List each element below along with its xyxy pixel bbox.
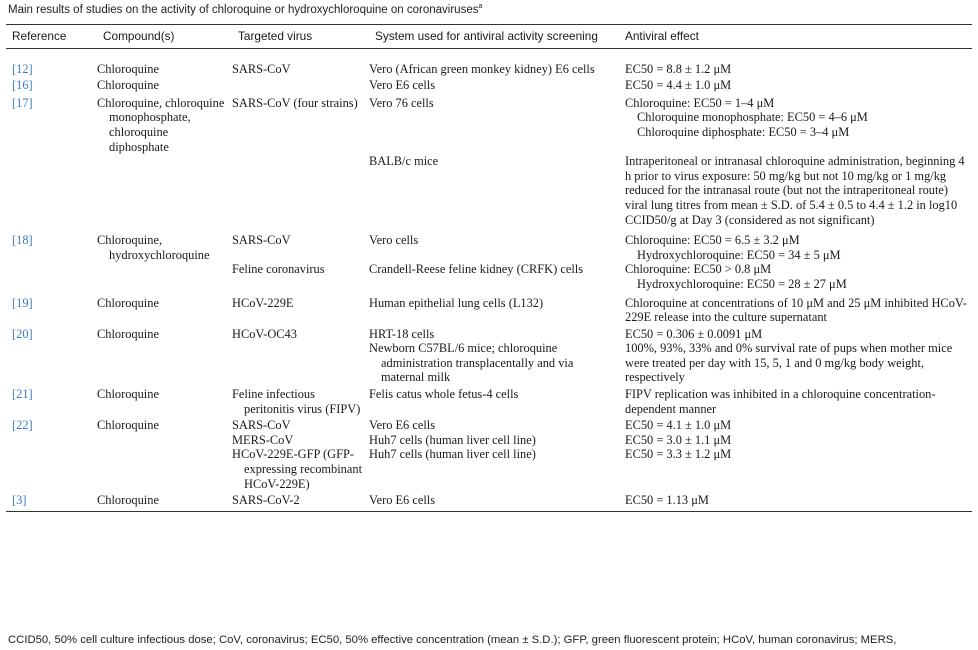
compound-cell: Chloroquine, chloroquine monophosphate, chloroquine diphosphate — [97, 95, 225, 154]
header-system: System used for antiviral activity screening — [369, 25, 619, 49]
effect-line: Chloroquine: EC50 = 1–4 μM — [625, 95, 775, 110]
effect-line: Chloroquine diphosphate: EC50 = 3–4 μM — [637, 124, 850, 139]
table-row — [6, 416, 972, 433]
system-cell: Crandell-Reese feline kidney (CRFK) cells — [369, 262, 584, 277]
ref-cell[interactable]: [19] — [12, 295, 33, 310]
virus-cell: SARS-CoV — [232, 61, 291, 76]
table-row — [6, 154, 972, 227]
virus-cell — [232, 154, 369, 227]
system-cell: Huh7 cells (human liver cell line) — [369, 432, 536, 447]
compound-cell: Chloroquine — [97, 295, 159, 310]
table-row — [6, 292, 972, 325]
ref-cell[interactable]: [18] — [12, 233, 33, 248]
system-cell: HRT-18 cells — [369, 326, 435, 341]
effect-line: EC50 = 1.13 μM — [625, 493, 709, 508]
table-footnote: CCID50, 50% cell culture infectious dose; CoV, coronavirus; EC50, 50% effective concentration (mean ± S.D.); GFP, green fluorescent protein; HCoV, human coronavirus; MERS, — [8, 634, 897, 646]
virus-cell: SARS-CoV — [232, 418, 291, 433]
ref-cell[interactable] — [6, 341, 97, 385]
effect-line: Chloroquine monophosphate: EC50 = 4–6 μM — [637, 110, 868, 125]
effect-line: EC50 = 4.4 ± 1.0 μM — [625, 78, 732, 93]
virus-cell — [232, 341, 369, 385]
effect-cell — [619, 433, 972, 448]
table-row — [6, 433, 972, 448]
effect-cell — [619, 447, 972, 491]
effect-line: EC50 = 3.0 ± 1.1 μM — [625, 432, 732, 447]
compound-cell: Chloroquine, hydroxychloroquine — [97, 233, 210, 262]
virus-cell — [232, 76, 369, 93]
compound-cell — [97, 447, 232, 491]
effect-cell — [619, 227, 972, 262]
virus-cell: Feline coronavirus — [232, 262, 325, 277]
virus-cell: HCoV-229E-GFP (GFP-expressing recombinant HCoV-229E) — [232, 447, 363, 491]
header-reference: Reference — [6, 25, 97, 49]
effect-line: Intraperitoneal or intranasal chloroquine administration, beginning 4 h prior to virus exposure: 50 mg/kg but not 10 mg/kg or 1 mg/kg reduced for the intranasal route (but not the intraperitoneal route) viral lung titres from mean ± S.D. of 5.4 ± 0.5 to 4.4 ± 1.2 in log10 CCID50/g at Day 3 (considered as not significant) — [625, 154, 965, 227]
compound-cell: Chloroquine — [97, 491, 232, 511]
effect-cell — [619, 292, 972, 325]
effect-line: EC50 = 8.8 ± 1.2 μM — [625, 61, 732, 76]
effect-cell — [619, 262, 972, 291]
ref-cell[interactable]: [20] — [12, 326, 33, 341]
effect-cell — [619, 93, 972, 154]
compound-cell: Chloroquine — [97, 61, 159, 76]
table-row — [6, 93, 972, 154]
header-antiviral-effect: Antiviral effect — [619, 25, 972, 49]
table-row — [6, 447, 972, 491]
ref-cell[interactable]: [21] — [12, 387, 33, 402]
table-row — [6, 48, 972, 76]
table-row — [6, 385, 972, 416]
header-compounds: Compound(s) — [97, 25, 232, 49]
effect-line: EC50 = 3.3 ± 1.2 μM — [625, 447, 732, 462]
effect-cell — [619, 48, 972, 76]
system-cell: Huh7 cells (human liver cell line) — [369, 447, 536, 462]
table-row — [6, 341, 972, 385]
compound-cell: Chloroquine — [97, 326, 159, 341]
system-cell: Vero (African green monkey kidney) E6 cells — [369, 61, 595, 76]
compound-cell: Chloroquine — [97, 78, 159, 93]
virus-cell: Feline infectious peritonitis virus (FIPV) — [232, 387, 361, 416]
virus-cell: SARS-CoV (four strains) — [232, 95, 358, 110]
system-cell: Felis catus whole fetus-4 cells — [369, 387, 519, 402]
effect-cell — [619, 76, 972, 93]
effect-cell — [619, 341, 972, 385]
system-cell: Vero 76 cells — [369, 95, 434, 110]
effect-line: FIPV replication was inhibited in a chloroquine concentration-dependent manner — [625, 387, 936, 416]
ref-cell[interactable] — [6, 262, 97, 291]
table-row — [6, 227, 972, 262]
effect-line: Chloroquine at concentrations of 10 μM and 25 μM inhibited HCoV-229E release into the culture supernatant — [625, 295, 967, 325]
caption-footnote-marker: a — [478, 3, 483, 10]
system-cell: Vero E6 cells — [369, 491, 619, 511]
ref-cell[interactable]: [22] — [12, 418, 33, 433]
virus-cell: SARS-CoV — [232, 233, 291, 248]
table-caption: Main results of studies on the activity of chloroquine or hydroxychloroquine on coronaviruses$^a$ — [8, 3, 483, 16]
compound-cell: Chloroquine — [97, 387, 159, 402]
system-cell: BALB/c mice — [369, 154, 439, 169]
table-header-row — [6, 25, 972, 49]
effect-line: Chloroquine: EC50 = 6.5 ± 3.2 μM — [625, 233, 800, 248]
ref-cell[interactable] — [6, 433, 97, 448]
compound-cell — [97, 262, 232, 291]
virus-cell: MERS-CoV — [232, 432, 294, 447]
ref-cell[interactable]: [16] — [12, 78, 33, 93]
system-cell: Vero cells — [369, 233, 419, 248]
table-row — [6, 491, 972, 511]
table-row — [6, 262, 972, 291]
results-table — [6, 24, 972, 512]
ref-cell[interactable]: [17] — [12, 95, 33, 110]
ref-cell[interactable]: [3] — [6, 491, 97, 511]
effect-cell — [619, 385, 972, 416]
virus-cell: HCoV-229E — [232, 295, 294, 310]
effect-line: Hydroxychloroquine: EC50 = 34 ± 5 μM — [637, 247, 841, 262]
table-row — [6, 325, 972, 342]
effect-cell — [619, 154, 972, 227]
virus-cell: HCoV-OC43 — [232, 326, 297, 341]
ref-cell[interactable] — [6, 447, 97, 491]
effect-cell — [619, 416, 972, 433]
table-row — [6, 76, 972, 93]
compound-cell — [97, 341, 232, 385]
system-cell: Vero E6 cells — [369, 418, 436, 433]
header-targeted-virus: Targeted virus — [232, 25, 369, 49]
effect-line: EC50 = 4.1 ± 1.0 μM — [625, 418, 732, 433]
compound-cell: Chloroquine — [97, 418, 159, 433]
ref-cell[interactable]: [12] — [12, 61, 33, 76]
effect-line: 100%, 93%, 33% and 0% survival rate of pups when mother mice were treated per day with 15, 5, 1 and 0 mg/kg body weight, respectively — [625, 341, 953, 385]
effect-line: Chloroquine: EC50 > 0.8 μM — [625, 262, 772, 277]
system-cell: Newborn C57BL/6 mice; chloroquine administration transplacentally and via maternal milk — [369, 341, 574, 385]
effect-line: EC50 = 0.306 ± 0.0091 μM — [625, 326, 763, 341]
compound-cell — [97, 154, 232, 227]
effect-cell — [619, 491, 972, 511]
ref-cell[interactable] — [6, 154, 97, 227]
compound-cell — [97, 433, 232, 448]
system-cell: Human epithelial lung cells (L132) — [369, 295, 544, 310]
system-cell: Vero E6 cells — [369, 78, 436, 93]
effect-cell — [619, 325, 972, 342]
effect-line: Hydroxychloroquine: EC50 = 28 ± 27 μM — [637, 276, 847, 291]
virus-cell: SARS-CoV-2 — [232, 491, 369, 511]
